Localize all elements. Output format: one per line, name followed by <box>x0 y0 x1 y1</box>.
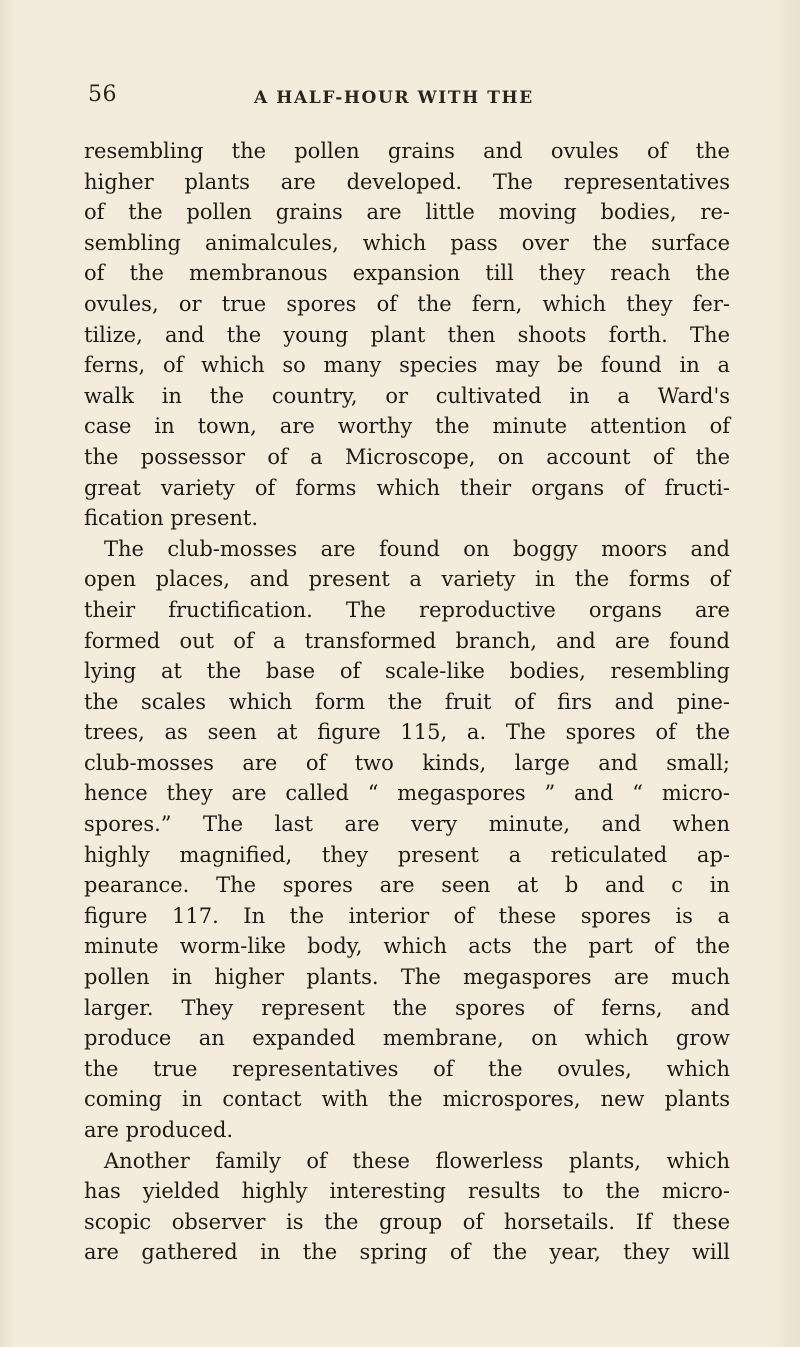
text-line: formed out of a transformed branch, and are found <box>84 628 730 653</box>
text-line: the true representatives of the ovules, which <box>84 1056 730 1081</box>
text-line: are gathered in the spring of the year, they will <box>84 1240 730 1265</box>
text-line: resembling the pollen grains and ovules of the <box>84 139 730 163</box>
text-line: of the pollen grains are little moving bodies, re- <box>84 200 730 225</box>
text-line: hence they are called “ megaspores ” and “ micro- <box>84 781 730 806</box>
text-line: scopic observer is the group of horsetails. If these <box>84 1209 730 1234</box>
text-line: larger. They represent the spores of ferns, and <box>84 995 730 1020</box>
text-line: tilize, and the young plant then shoots forth. The <box>84 322 730 347</box>
text-line: club-mosses are of two kinds, large and small; <box>84 750 730 775</box>
text-line: ferns, of which so many species may be found in a <box>84 353 730 378</box>
running-title: A HALF-HOUR WITH THE <box>254 88 534 108</box>
text-line: spores.” The last are very minute, and when <box>84 812 730 837</box>
text-line: has yielded highly interesting results to the micro- <box>84 1179 730 1204</box>
text-line: pollen in higher plants. The megaspores are much <box>84 965 730 990</box>
text-line: coming in contact with the microspores, new plants <box>84 1087 730 1112</box>
text-line: their fructification. The reproductive organs are <box>84 597 730 622</box>
text-line: great variety of forms which their organs of fructi- <box>84 475 730 500</box>
text-line: trees, as seen at figure 115, a. The spores of the <box>84 720 730 745</box>
page-number: 56 <box>88 82 117 107</box>
running-head <box>0 82 800 112</box>
text-line: walk in the country, or cultivated in a Ward's <box>84 383 730 408</box>
text-line: the possessor of a Microscope, on account of the <box>84 444 730 469</box>
text-line: case in town, are worthy the minute attention of <box>84 414 730 439</box>
text-line: higher plants are developed. The representatives <box>84 169 730 194</box>
text-line: minute worm-like body, which acts the part of the <box>84 934 730 959</box>
text-line: the scales which form the fruit of firs and pine- <box>84 689 730 714</box>
text-line: highly magnified, they present a reticulated ap- <box>84 842 730 867</box>
text-line: sembling animalcules, which pass over the surface <box>84 230 730 255</box>
text-line: ovules, or true spores of the fern, which they fer- <box>84 291 730 316</box>
text-line: pearance. The spores are seen at b and c in <box>84 873 730 898</box>
text-line: of the membranous expansion till they reach the <box>84 261 730 286</box>
text-line: figure 117. In the interior of these spores is a <box>84 903 730 928</box>
text-line: fication present. <box>84 506 259 531</box>
text-line: lying at the base of scale-like bodies, resembling <box>84 659 730 684</box>
paragraph-start: The club-mosses are found on boggy moors and <box>104 536 730 561</box>
paragraph-start: Another family of these flowerless plants, which <box>104 1148 730 1173</box>
text-line: are produced. <box>84 1118 234 1142</box>
text-line: produce an expanded membrane, on which grow <box>84 1026 730 1051</box>
text-line: open places, and present a variety in the forms of <box>84 567 730 592</box>
body-text <box>84 136 730 1268</box>
